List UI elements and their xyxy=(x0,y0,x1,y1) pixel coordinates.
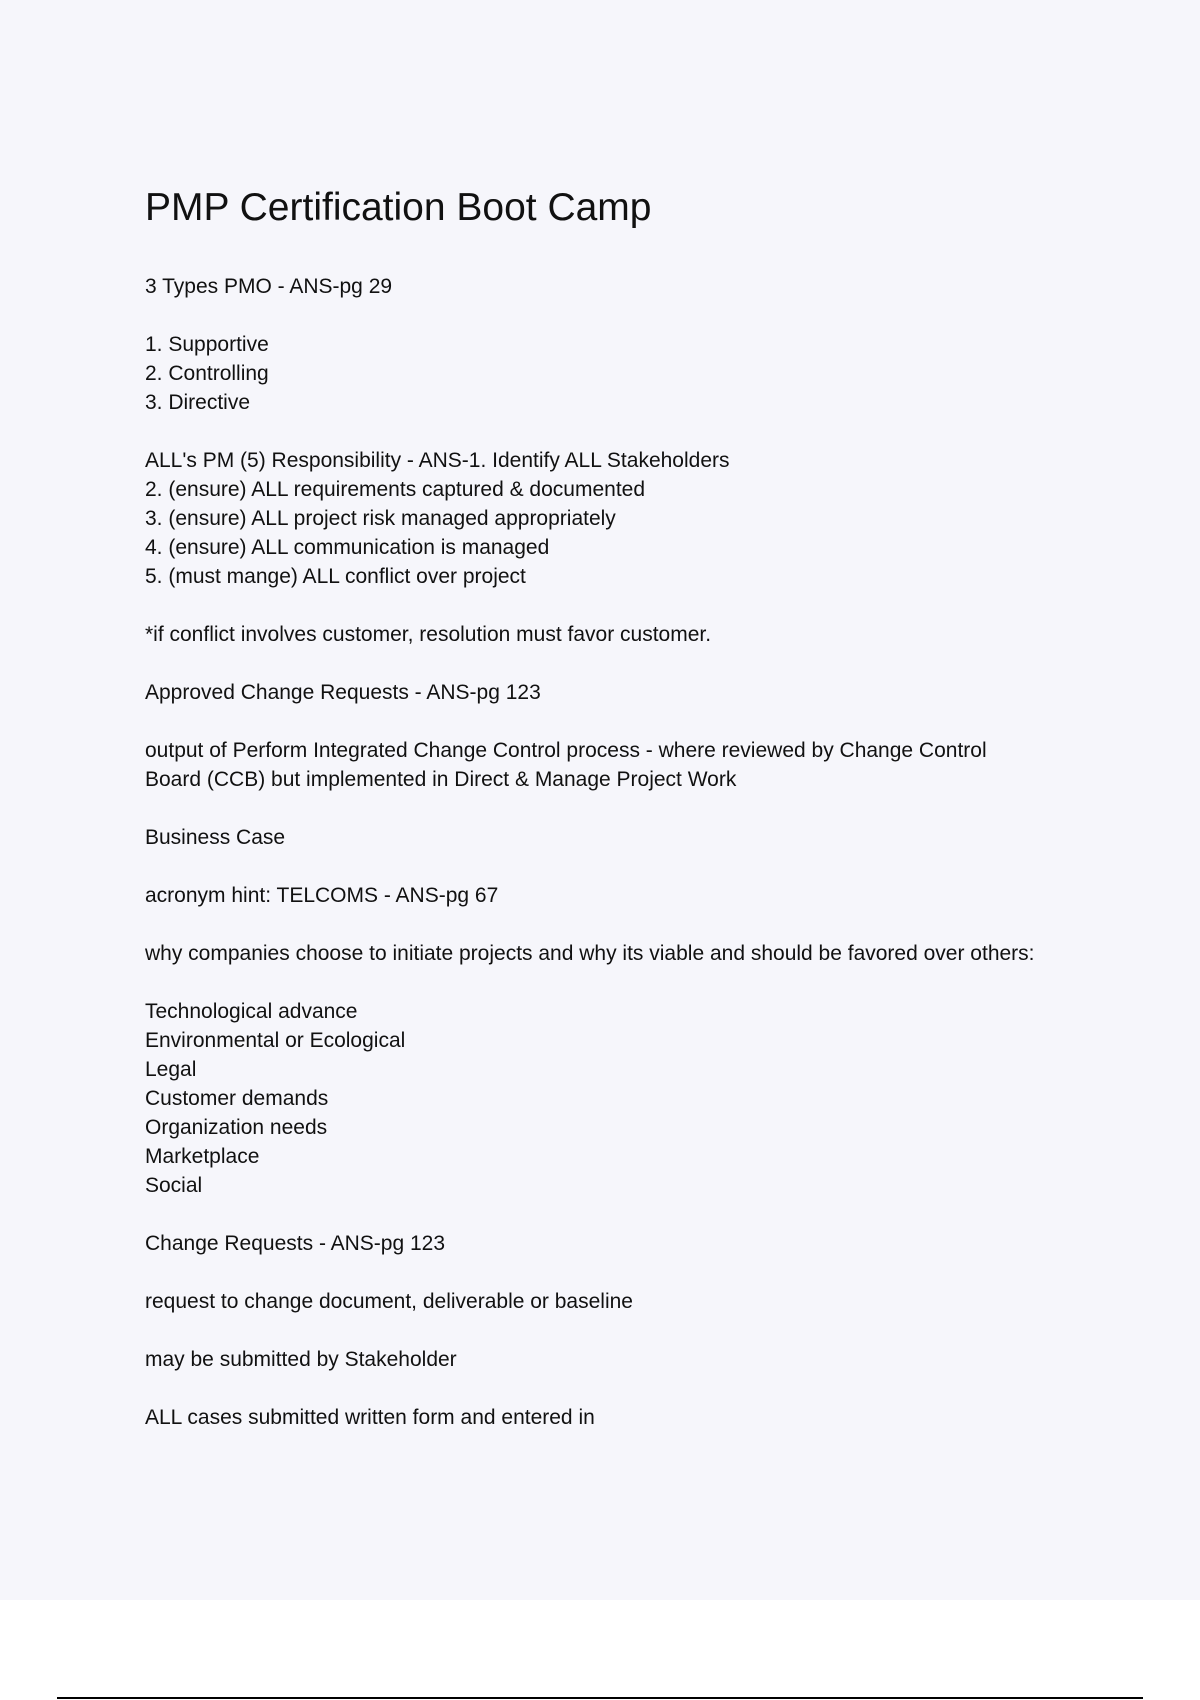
blank-line xyxy=(145,1374,1145,1403)
text-line: ALL cases submitted written form and entered in xyxy=(145,1406,595,1429)
text-line: may be submitted by Stakeholder xyxy=(145,1348,457,1371)
text-line: request to change document, deliverable or baseline xyxy=(145,1290,633,1313)
text-line: Approved Change Requests - ANS-pg 123 xyxy=(145,681,541,704)
blank-line xyxy=(145,910,1145,939)
blank-line xyxy=(145,591,1145,620)
document-content xyxy=(145,178,1145,1432)
text-line: Social xyxy=(145,1174,203,1197)
text-line: why companies choose to initiate projects and why its viable and should be favored over others: xyxy=(145,942,1035,965)
blank-line xyxy=(145,1258,1145,1287)
text-line: 3. (ensure) ALL project risk managed appropriately xyxy=(145,507,616,530)
blank-line xyxy=(145,301,1145,330)
text-line: output of Perform Integrated Change Control process - where reviewed by Change Control xyxy=(145,739,987,762)
text-line: 2. Controlling xyxy=(145,362,269,385)
text-line: 4. (ensure) ALL communication is managed xyxy=(145,536,550,559)
text-line: Marketplace xyxy=(145,1145,260,1168)
text-line: ALL's PM (5) Responsibility - ANS-1. Identify ALL Stakeholders xyxy=(145,449,730,472)
text-line: Change Requests - ANS-pg 123 xyxy=(145,1232,446,1255)
document-title: PMP Certification Boot Camp xyxy=(145,186,652,229)
text-line: Organization needs xyxy=(145,1116,328,1139)
blank-line xyxy=(145,1316,1145,1345)
text-line: 3. Directive xyxy=(145,391,251,414)
blank-line xyxy=(145,649,1145,678)
footer-divider xyxy=(57,1697,1143,1699)
text-line: 2. (ensure) ALL requirements captured & documented xyxy=(145,478,646,501)
text-line: Customer demands xyxy=(145,1087,329,1110)
text-line: Board (CCB) but implemented in Direct & Manage Project Work xyxy=(145,768,737,791)
text-line: 1. Supportive xyxy=(145,333,269,356)
blank-line xyxy=(145,417,1145,446)
text-line: Environmental or Ecological xyxy=(145,1029,406,1052)
document-body xyxy=(145,272,1145,1432)
text-line: 5. (must mange) ALL conflict over project xyxy=(145,565,526,588)
text-line: Business Case xyxy=(145,826,286,849)
blank-line xyxy=(145,968,1145,997)
text-line: 3 Types PMO - ANS-pg 29 xyxy=(145,275,393,298)
blank-line xyxy=(145,794,1145,823)
blank-line xyxy=(145,852,1145,881)
text-line: acronym hint: TELCOMS - ANS-pg 67 xyxy=(145,884,499,907)
text-line: Technological advance xyxy=(145,1000,358,1023)
text-line: Legal xyxy=(145,1058,197,1081)
blank-line xyxy=(145,707,1145,736)
text-line: *if conflict involves customer, resolution must favor customer. xyxy=(145,623,712,646)
blank-line xyxy=(145,1200,1145,1229)
